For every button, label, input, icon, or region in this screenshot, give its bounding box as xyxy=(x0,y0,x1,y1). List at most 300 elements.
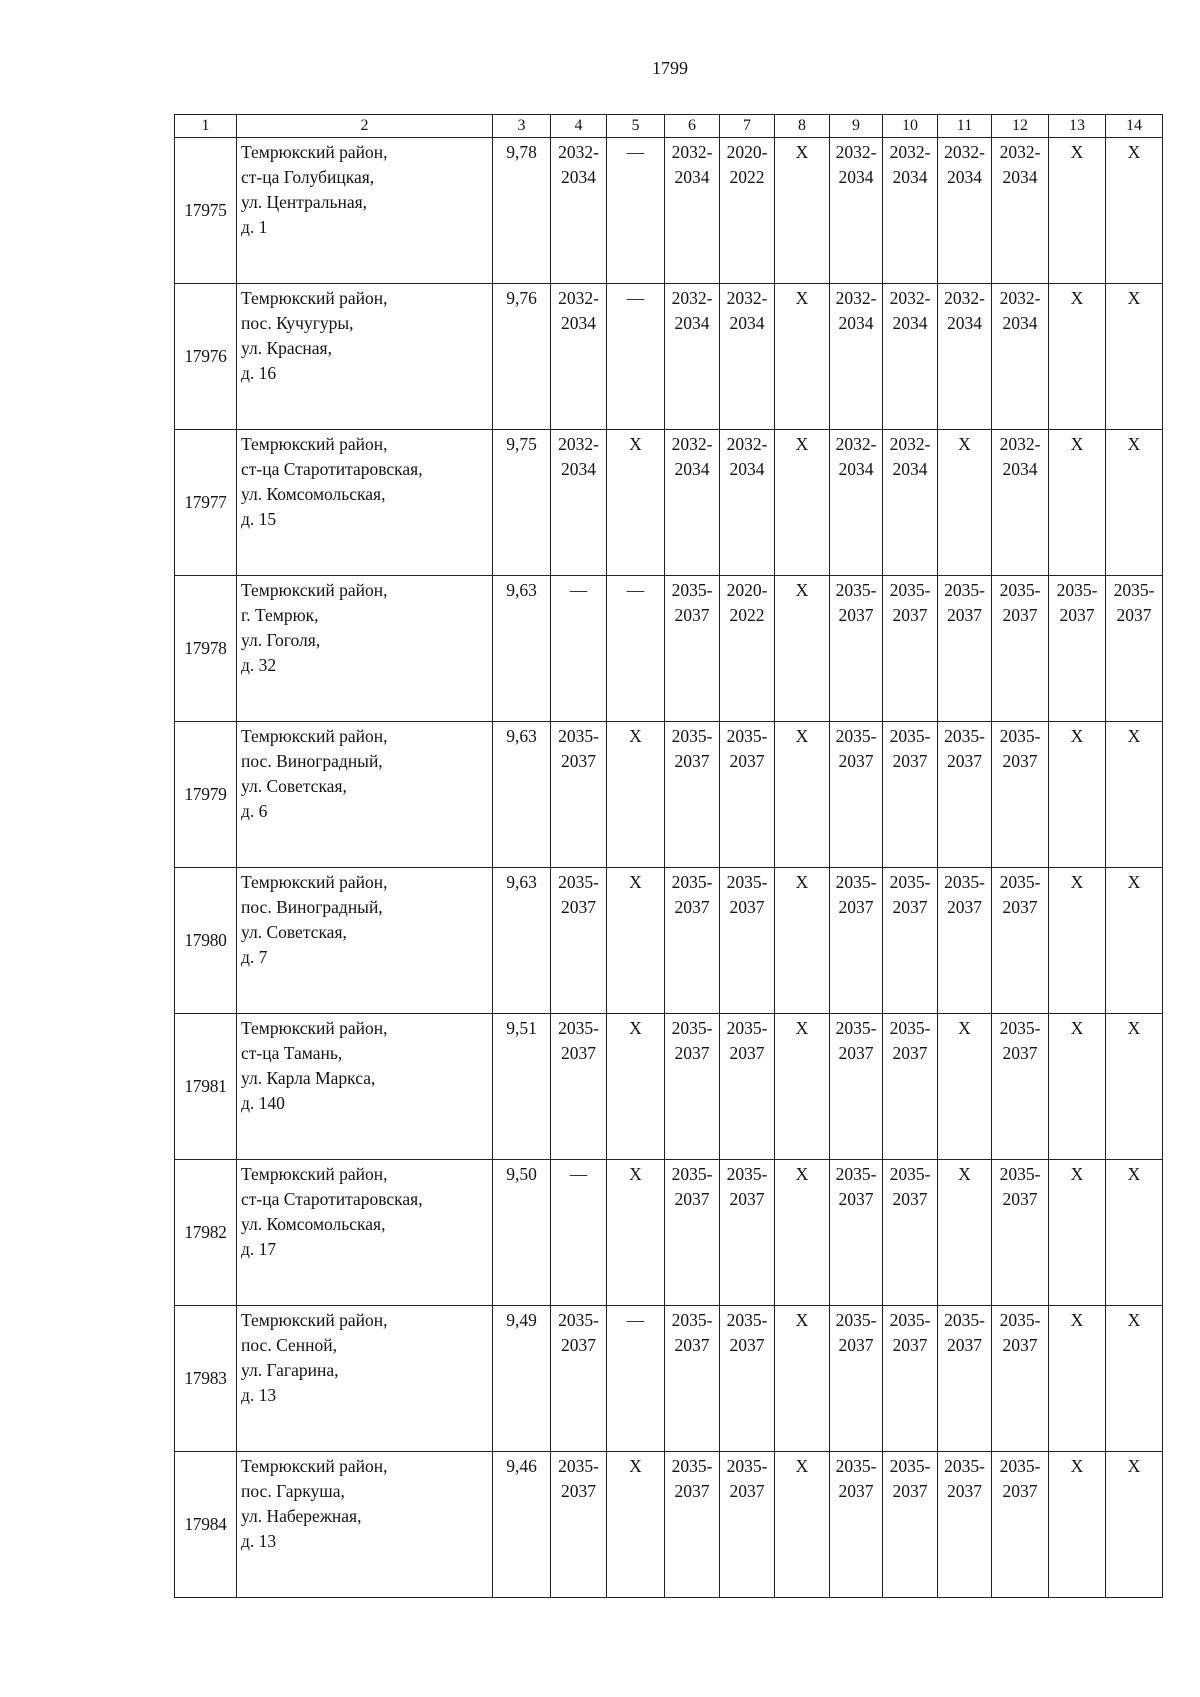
period-cell-col-6 xyxy=(665,284,720,430)
address-line: пос. Виноградный, xyxy=(241,897,383,917)
period-cell-col-5 xyxy=(607,1160,665,1306)
address-line: д. 1 xyxy=(241,217,268,237)
address-line: Темрюкский район, xyxy=(241,142,388,162)
address-line: ст-ца Старотитаровская, xyxy=(241,1189,423,1209)
table-row xyxy=(175,1306,1163,1452)
score-cell xyxy=(493,430,551,576)
period-text: 2034 xyxy=(892,313,928,333)
period-text: 2034 xyxy=(561,459,596,479)
period-text: 2032- xyxy=(671,288,713,308)
address-line: ул. Карла Маркса, xyxy=(241,1068,376,1088)
period-text: X xyxy=(958,1018,971,1038)
table-row xyxy=(175,1014,1163,1160)
period-cell-col-11 xyxy=(938,1306,992,1452)
period-text: X xyxy=(1070,1018,1084,1038)
period-text: 2034 xyxy=(838,459,874,479)
registry-body xyxy=(175,115,1163,1598)
period-text: 2037 xyxy=(561,1481,596,1501)
period-cell-col-6 xyxy=(665,430,720,576)
period-text: 2037 xyxy=(729,1481,765,1501)
period-cell-col-6 xyxy=(665,576,720,722)
period-text: 2037 xyxy=(947,605,982,625)
period-cell-col-14 xyxy=(1106,430,1163,576)
period-text: 2037 xyxy=(838,1043,874,1063)
period-cell-col-10 xyxy=(883,576,938,722)
column-header-3: 3 xyxy=(493,115,551,138)
column-header-14: 14 xyxy=(1106,115,1163,138)
period-cell-col-12 xyxy=(992,576,1049,722)
address-line: д. 13 xyxy=(241,1531,277,1551)
period-cell-col-14 xyxy=(1106,138,1163,284)
period-cell-col-5 xyxy=(607,284,665,430)
period-cell-col-12 xyxy=(992,138,1049,284)
period-cell-col-5 xyxy=(607,430,665,576)
period-cell-col-8 xyxy=(775,1014,830,1160)
period-text: — xyxy=(626,288,645,308)
period-text: 2034 xyxy=(674,313,710,333)
period-cell-col-9 xyxy=(830,1452,883,1598)
period-text: 2032- xyxy=(835,434,877,454)
period-cell-col-12 xyxy=(992,1306,1049,1452)
table-row xyxy=(175,138,1163,284)
period-text: 2035- xyxy=(671,1456,713,1476)
address-line: ст-ца Голубицкая, xyxy=(241,167,375,187)
period-text: 2037 xyxy=(674,897,710,917)
period-cell-col-5 xyxy=(607,1014,665,1160)
period-text: X xyxy=(1070,434,1084,454)
period-text: 2037 xyxy=(729,1043,765,1063)
period-cell-col-10 xyxy=(883,1452,938,1598)
period-cell-col-13 xyxy=(1049,1452,1106,1598)
period-text: 2034 xyxy=(892,459,928,479)
period-cell-col-14 xyxy=(1106,722,1163,868)
period-text: 2034 xyxy=(729,313,765,333)
period-text: — xyxy=(626,580,645,600)
period-text: 2035- xyxy=(999,580,1041,600)
period-text: 2032- xyxy=(944,288,985,308)
period-text: — xyxy=(626,142,645,162)
period-cell-col-7 xyxy=(720,1306,775,1452)
period-text: 2034 xyxy=(1002,167,1038,187)
period-cell-col-11 xyxy=(938,868,992,1014)
period-text: 2034 xyxy=(561,313,596,333)
period-text: 2037 xyxy=(892,1043,928,1063)
row-number: 17975 xyxy=(175,138,237,284)
row-number: 17977 xyxy=(175,430,237,576)
period-text: 2037 xyxy=(947,1481,982,1501)
period-text: 2035- xyxy=(558,1310,599,1330)
address-line: пос. Виноградный, xyxy=(241,751,383,771)
column-header-6: 6 xyxy=(665,115,720,138)
address-line: ул. Гоголя, xyxy=(241,630,321,650)
address-line: Темрюкский район, xyxy=(241,580,388,600)
period-text: X xyxy=(795,726,809,746)
period-text: 2032- xyxy=(889,434,931,454)
period-text: 2035- xyxy=(726,872,768,892)
header-row xyxy=(175,115,1163,138)
column-header-2: 2 xyxy=(237,115,493,138)
period-text: X xyxy=(1127,288,1141,308)
table-row xyxy=(175,284,1163,430)
period-cell-col-6 xyxy=(665,722,720,868)
period-cell-col-7 xyxy=(720,138,775,284)
period-text: 2037 xyxy=(892,605,928,625)
period-cell-col-4 xyxy=(551,430,607,576)
period-text: X xyxy=(629,434,642,454)
period-cell-col-5 xyxy=(607,138,665,284)
period-cell-col-9 xyxy=(830,1306,883,1452)
period-cell-col-8 xyxy=(775,138,830,284)
period-cell-col-9 xyxy=(830,722,883,868)
period-text: 2037 xyxy=(892,1335,928,1355)
period-text: 2035- xyxy=(671,1018,713,1038)
period-cell-col-10 xyxy=(883,868,938,1014)
period-cell-col-11 xyxy=(938,1014,992,1160)
period-text: 2037 xyxy=(674,1481,710,1501)
period-text: 2035- xyxy=(944,726,985,746)
address-cell xyxy=(237,1306,493,1452)
period-text: 2037 xyxy=(838,1335,874,1355)
period-cell-col-5 xyxy=(607,576,665,722)
period-cell-col-7 xyxy=(720,284,775,430)
period-text: 2037 xyxy=(561,1043,596,1063)
score-value: 9,63 xyxy=(506,580,537,600)
period-text: 2037 xyxy=(729,1189,765,1209)
period-cell-col-11 xyxy=(938,138,992,284)
period-text: 2035- xyxy=(726,726,768,746)
period-cell-col-6 xyxy=(665,1160,720,1306)
address-line: д. 7 xyxy=(241,947,268,967)
period-text: 2035- xyxy=(835,1018,877,1038)
period-cell-col-4 xyxy=(551,1014,607,1160)
period-text: 2035- xyxy=(671,580,713,600)
period-text: X xyxy=(1127,434,1141,454)
period-text: 2035- xyxy=(999,1310,1041,1330)
address-line: Темрюкский район, xyxy=(241,1164,388,1184)
score-value: 9,51 xyxy=(506,1018,537,1038)
period-cell-col-4 xyxy=(551,1452,607,1598)
period-text: 2035- xyxy=(835,1456,877,1476)
period-cell-col-4 xyxy=(551,284,607,430)
period-text: X xyxy=(1070,872,1084,892)
period-text: X xyxy=(795,142,809,162)
period-text: 2037 xyxy=(674,1043,710,1063)
period-text: 2035- xyxy=(835,1310,877,1330)
address-line: пос. Кучугуры, xyxy=(241,313,354,333)
period-text: 2035- xyxy=(726,1164,768,1184)
period-text: 2037 xyxy=(892,751,928,771)
period-text: 2037 xyxy=(561,897,596,917)
period-text: 2037 xyxy=(674,605,710,625)
period-text: 2037 xyxy=(561,1335,596,1355)
period-text: 2032- xyxy=(889,142,931,162)
period-text: 2037 xyxy=(674,751,710,771)
period-text: 2034 xyxy=(838,313,874,333)
period-cell-col-14 xyxy=(1106,868,1163,1014)
period-text: 2037 xyxy=(561,751,596,771)
address-line: г. Темрюк, xyxy=(241,605,319,625)
period-text: X xyxy=(795,1456,809,1476)
address-line: д. 32 xyxy=(241,655,277,675)
period-text: 2037 xyxy=(1002,1335,1038,1355)
score-value: 9,76 xyxy=(506,288,537,308)
period-text: X xyxy=(1127,872,1141,892)
period-cell-col-10 xyxy=(883,284,938,430)
period-text: 2034 xyxy=(892,167,928,187)
period-text: 2032- xyxy=(999,434,1041,454)
period-cell-col-6 xyxy=(665,1452,720,1598)
score-cell xyxy=(493,1452,551,1598)
period-text: X xyxy=(958,434,971,454)
period-cell-col-14 xyxy=(1106,1014,1163,1160)
period-cell-col-4 xyxy=(551,722,607,868)
period-cell-col-11 xyxy=(938,430,992,576)
period-text: 2020- xyxy=(726,142,768,162)
period-text: 2037 xyxy=(674,1189,710,1209)
period-cell-col-4 xyxy=(551,138,607,284)
period-cell-col-13 xyxy=(1049,1014,1106,1160)
period-cell-col-4 xyxy=(551,1306,607,1452)
period-text: 2022 xyxy=(729,167,765,187)
period-text: X xyxy=(1070,726,1084,746)
period-text: 2035- xyxy=(558,872,599,892)
period-cell-col-13 xyxy=(1049,284,1106,430)
period-text: 2032- xyxy=(999,288,1041,308)
period-cell-col-9 xyxy=(830,430,883,576)
period-cell-col-12 xyxy=(992,430,1049,576)
address-cell xyxy=(237,1452,493,1598)
period-cell-col-8 xyxy=(775,1306,830,1452)
period-text: 2037 xyxy=(729,751,765,771)
period-text: 2034 xyxy=(1002,313,1038,333)
period-text: 2035- xyxy=(944,872,985,892)
period-text: 2035- xyxy=(835,1164,877,1184)
period-text: 2035- xyxy=(889,872,931,892)
period-cell-col-6 xyxy=(665,138,720,284)
period-cell-col-5 xyxy=(607,868,665,1014)
period-cell-col-13 xyxy=(1049,576,1106,722)
period-text: 2037 xyxy=(729,897,765,917)
score-cell xyxy=(493,576,551,722)
period-cell-col-12 xyxy=(992,722,1049,868)
period-cell-col-14 xyxy=(1106,1160,1163,1306)
column-header-4: 4 xyxy=(551,115,607,138)
period-text: 2037 xyxy=(1002,1481,1038,1501)
row-number: 17976 xyxy=(175,284,237,430)
table-row xyxy=(175,1160,1163,1306)
period-text: 2035- xyxy=(835,872,877,892)
period-cell-col-6 xyxy=(665,868,720,1014)
period-text: 2020- xyxy=(726,580,768,600)
score-cell xyxy=(493,722,551,868)
period-text: 2032- xyxy=(835,288,877,308)
period-cell-col-10 xyxy=(883,1014,938,1160)
period-cell-col-9 xyxy=(830,1014,883,1160)
period-cell-col-8 xyxy=(775,430,830,576)
period-cell-col-6 xyxy=(665,1014,720,1160)
period-cell-col-11 xyxy=(938,576,992,722)
period-text: X xyxy=(1070,1164,1084,1184)
address-cell xyxy=(237,1160,493,1306)
address-line: ст-ца Тамань, xyxy=(241,1043,343,1063)
period-cell-col-7 xyxy=(720,1160,775,1306)
period-cell-col-14 xyxy=(1106,576,1163,722)
address-cell xyxy=(237,576,493,722)
period-text: 2037 xyxy=(1002,751,1038,771)
period-cell-col-8 xyxy=(775,1452,830,1598)
column-header-10: 10 xyxy=(883,115,938,138)
period-text: 2037 xyxy=(838,605,874,625)
column-header-5: 5 xyxy=(607,115,665,138)
period-cell-col-13 xyxy=(1049,1160,1106,1306)
period-cell-col-7 xyxy=(720,1014,775,1160)
period-cell-col-10 xyxy=(883,430,938,576)
period-cell-col-14 xyxy=(1106,1452,1163,1598)
period-cell-col-4 xyxy=(551,868,607,1014)
column-header-12: 12 xyxy=(992,115,1049,138)
period-cell-col-8 xyxy=(775,868,830,1014)
period-text: X xyxy=(629,1456,642,1476)
row-number: 17981 xyxy=(175,1014,237,1160)
period-text: X xyxy=(795,872,809,892)
period-text: X xyxy=(1070,1310,1084,1330)
registry-table xyxy=(174,114,1163,1598)
period-text: 2037 xyxy=(838,751,874,771)
period-cell-col-8 xyxy=(775,576,830,722)
score-value: 9,63 xyxy=(506,872,537,892)
table-row xyxy=(175,430,1163,576)
column-header-11: 11 xyxy=(938,115,992,138)
address-line: ул. Комсомольская, xyxy=(241,484,386,504)
period-text: 2032- xyxy=(558,434,599,454)
period-text: X xyxy=(1127,1456,1141,1476)
period-cell-col-13 xyxy=(1049,722,1106,868)
period-text: 2032- xyxy=(671,142,713,162)
period-text: 2037 xyxy=(838,1189,874,1209)
period-text: 2035- xyxy=(671,726,713,746)
period-cell-col-8 xyxy=(775,284,830,430)
period-text: 2035- xyxy=(889,580,931,600)
period-text: 2035- xyxy=(726,1018,768,1038)
period-cell-col-10 xyxy=(883,138,938,284)
period-text: 2035- xyxy=(889,1456,931,1476)
period-cell-col-11 xyxy=(938,1160,992,1306)
period-text: 2037 xyxy=(838,1481,874,1501)
period-text: 2035- xyxy=(835,726,877,746)
period-text: 2034 xyxy=(947,167,982,187)
period-text: 2032- xyxy=(835,142,877,162)
period-text: 2037 xyxy=(1002,1043,1038,1063)
period-cell-col-4 xyxy=(551,1160,607,1306)
period-cell-col-13 xyxy=(1049,868,1106,1014)
period-cell-col-12 xyxy=(992,1452,1049,1598)
address-cell xyxy=(237,868,493,1014)
period-text: 2037 xyxy=(1059,605,1095,625)
period-text: 2032- xyxy=(889,288,931,308)
period-cell-col-7 xyxy=(720,1452,775,1598)
address-line: Темрюкский район, xyxy=(241,1018,388,1038)
address-line: ул. Советская, xyxy=(241,776,347,796)
period-cell-col-7 xyxy=(720,722,775,868)
period-cell-col-5 xyxy=(607,1452,665,1598)
period-text: 2037 xyxy=(1002,1189,1038,1209)
period-text: X xyxy=(795,580,809,600)
period-text: 2037 xyxy=(947,1335,982,1355)
period-text: 2037 xyxy=(892,1481,928,1501)
row-number: 17979 xyxy=(175,722,237,868)
period-text: 2032- xyxy=(726,434,768,454)
period-text: 2037 xyxy=(892,1189,928,1209)
table-row xyxy=(175,868,1163,1014)
period-text: X xyxy=(1127,1018,1141,1038)
period-cell-col-12 xyxy=(992,868,1049,1014)
table-row xyxy=(175,576,1163,722)
address-line: Темрюкский район, xyxy=(241,1310,388,1330)
period-text: 2037 xyxy=(838,897,874,917)
address-line: Темрюкский район, xyxy=(241,288,388,308)
period-cell-col-13 xyxy=(1049,138,1106,284)
address-line: Темрюкский район, xyxy=(241,434,388,454)
score-cell xyxy=(493,138,551,284)
period-text: 2037 xyxy=(947,751,982,771)
address-cell xyxy=(237,284,493,430)
period-text: X xyxy=(1127,1164,1141,1184)
period-text: X xyxy=(1127,142,1141,162)
period-text: 2035- xyxy=(726,1456,768,1476)
score-value: 9,78 xyxy=(506,142,537,162)
score-value: 9,49 xyxy=(506,1310,537,1330)
period-text: 2035- xyxy=(999,1018,1041,1038)
period-text: 2035- xyxy=(999,1164,1041,1184)
period-cell-col-7 xyxy=(720,868,775,1014)
period-text: — xyxy=(569,580,588,600)
address-line: ул. Центральная, xyxy=(241,192,368,212)
period-cell-col-9 xyxy=(830,868,883,1014)
row-number: 17983 xyxy=(175,1306,237,1452)
address-line: ул. Гагарина, xyxy=(241,1360,339,1380)
period-text: 2034 xyxy=(838,167,874,187)
period-text: 2035- xyxy=(889,1164,931,1184)
address-line: ул. Советская, xyxy=(241,922,347,942)
period-cell-col-10 xyxy=(883,722,938,868)
period-text: 2035- xyxy=(726,1310,768,1330)
address-cell xyxy=(237,722,493,868)
score-cell xyxy=(493,1306,551,1452)
period-text: 2037 xyxy=(892,897,928,917)
period-cell-col-10 xyxy=(883,1306,938,1452)
period-cell-col-5 xyxy=(607,1306,665,1452)
period-text: X xyxy=(795,1018,809,1038)
period-text: 2035- xyxy=(944,1456,985,1476)
period-text: X xyxy=(1127,726,1141,746)
period-cell-col-8 xyxy=(775,1160,830,1306)
period-text: 2034 xyxy=(561,167,596,187)
period-text: 2037 xyxy=(729,1335,765,1355)
period-text: — xyxy=(569,1164,588,1184)
row-number: 17980 xyxy=(175,868,237,1014)
period-cell-col-7 xyxy=(720,430,775,576)
score-cell xyxy=(493,284,551,430)
period-text: 2035- xyxy=(999,872,1041,892)
period-cell-col-11 xyxy=(938,722,992,868)
score-value: 9,50 xyxy=(506,1164,537,1184)
period-text: X xyxy=(795,1310,809,1330)
address-cell xyxy=(237,1014,493,1160)
period-text: 2032- xyxy=(558,288,599,308)
address-line: д. 15 xyxy=(241,509,277,529)
address-line: ул. Красная, xyxy=(241,338,332,358)
score-value: 9,63 xyxy=(506,726,537,746)
